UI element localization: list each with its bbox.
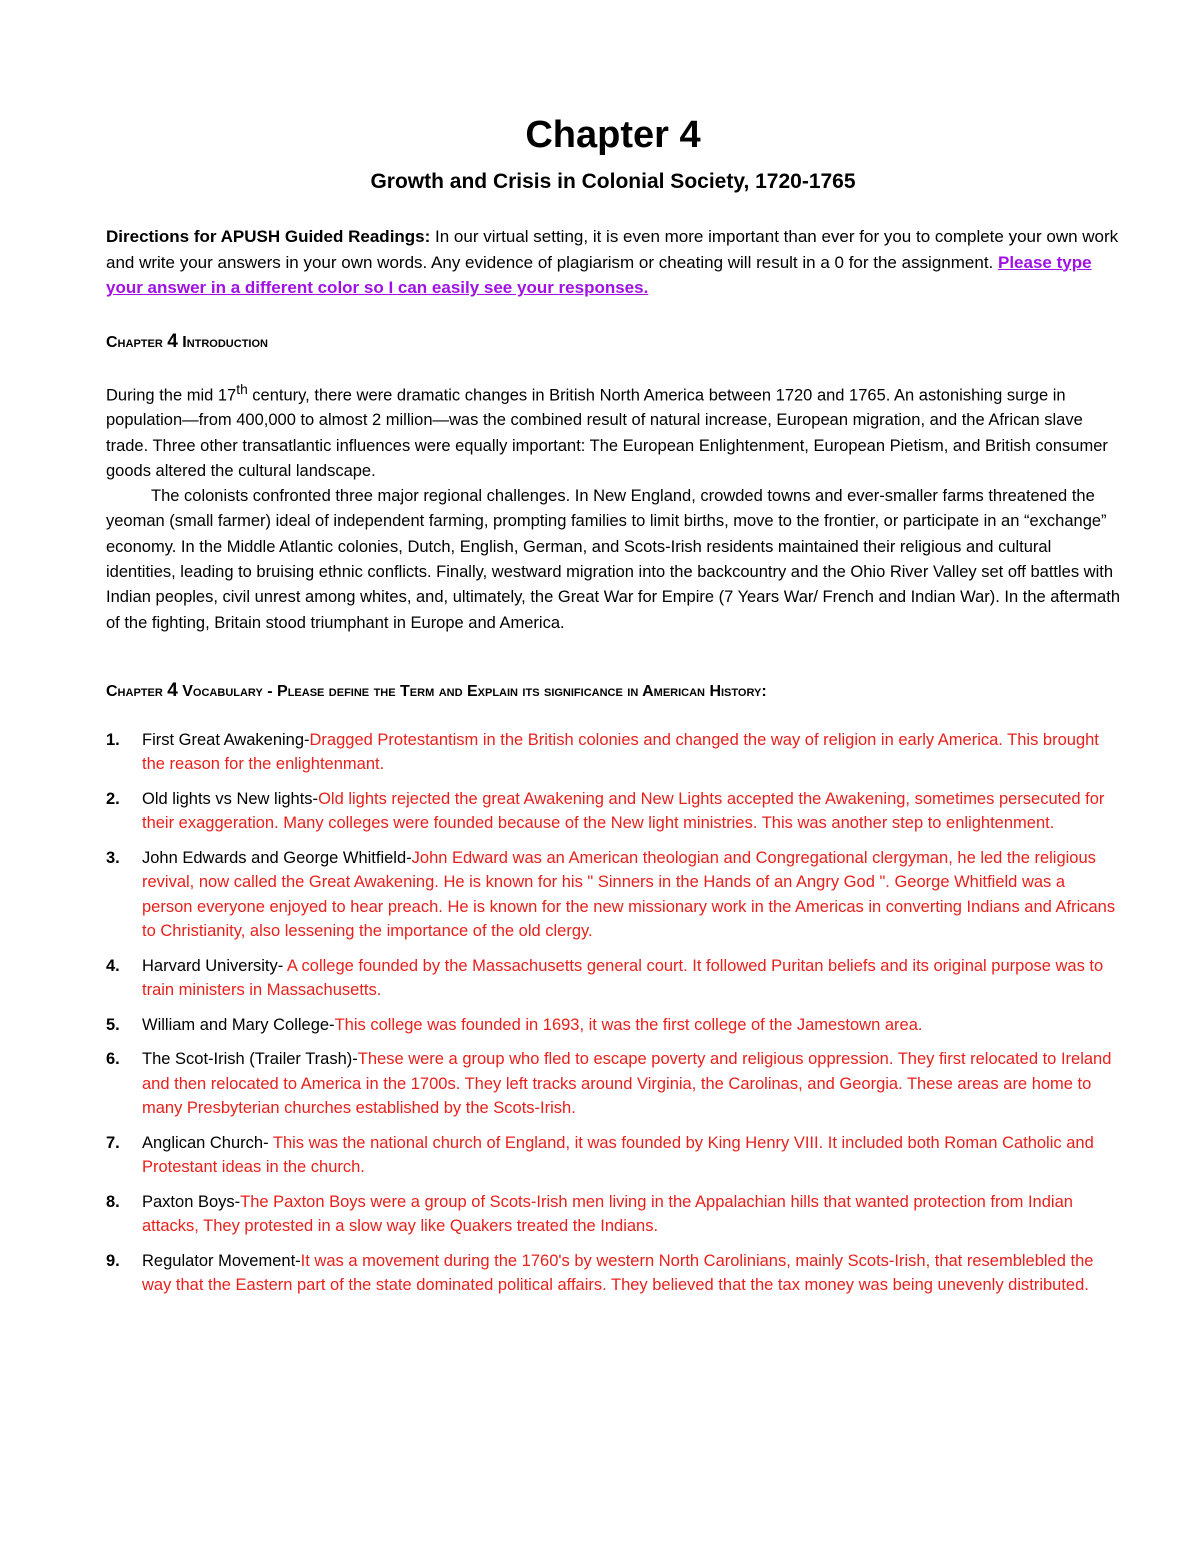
item-definition: It was a movement during the 1760's by western North Carolinians, mainly Scots-Irish, that resemblebled the way that the Eastern part of the state dominated political affairs. They believed that the tax money was being unevenly distributed.	[142, 1251, 1094, 1295]
list-item	[106, 1131, 1120, 1180]
item-number: 3.	[106, 848, 120, 867]
intro-p1-rest: century, there were dramatic changes in British North America between 1720 and 1765. An astonishing surge in population—from 400,000 to almost 2 million—was the combined result of natural increase, European migration, and the African slave trade. Three other transatlantic influences were equally important: The European Enlightenment, European Pietism, and British consumer goods altered the cultural landscape.	[106, 386, 1108, 480]
list-item	[106, 787, 1120, 836]
item-number: 8.	[106, 1192, 120, 1211]
intro-heading-pre: Chapter	[106, 333, 168, 351]
item-number: 7.	[106, 1133, 120, 1152]
vocab-heading-post: Vocabulary - Please define the Term and Explain its significance in American History:	[177, 682, 767, 700]
intro-paragraph-1	[106, 377, 1120, 485]
intro-paragraph-2: The colonists confronted three major regional challenges. In New England, crowded towns and ever-smaller farms threatened the yeoman (small farmer) ideal of independent farming, prompting families to limit births, move to the frontier, or participate in an “exchange” economy. In the Middle Atlantic colonies, Dutch, English, German, and Scots-Irish residents maintained their religious and cultural identities, leading to bruising ethnic conflicts. Finally, westward migration into the backcountry and the Ohio River Valley set off battles with Indian peoples, civil unrest among whites, and, ultimately, the Great War for Empire (7 Years War/ French and Indian War). In the aftermath of the fighting, Britain stood triumphant in Europe and America.	[106, 487, 1120, 632]
item-definition: Dragged Protestantism in the British colonies and changed the way of religion in early America. This brought the reason for the enlightenmant.	[142, 730, 1099, 774]
item-definition: The Paxton Boys were a group of Scots-Irish men living in the Appalachian hills that wanted protection from Indian attacks, They protested in a slow way like Quakers treated the Indians.	[142, 1192, 1073, 1236]
item-definition: A college founded by the Massachusetts general court. It followed Puritan beliefs and its original purpose was to train ministers in Massachusetts.	[142, 956, 1104, 1000]
item-term: William and Mary College-	[142, 1015, 335, 1034]
page-title: Chapter 4	[525, 114, 701, 156]
vocab-list	[106, 728, 1120, 1298]
page-subtitle: Growth and Crisis in Colonial Society, 1720-1765	[370, 170, 856, 193]
list-item	[106, 1047, 1120, 1121]
item-definition: Old lights rejected the great Awakening and New Lights accepted the Awakening, sometimes persecuted for their exaggeration. Many colleges were founded because of the New light ministries. This was another step to enlightenment.	[142, 789, 1105, 833]
item-term: Anglican Church-	[142, 1133, 273, 1152]
item-number: 2.	[106, 789, 120, 808]
list-item	[106, 1013, 1120, 1038]
item-definition: This was the national church of England, it was founded by King Henry VIII. It included both Roman Catholic and Protestant ideas in the church.	[142, 1133, 1094, 1177]
item-term: The Scot-Irish (Trailer Trash)-	[142, 1050, 358, 1069]
intro-heading-num: 4	[167, 330, 178, 352]
intro-heading-post: Introduction	[177, 333, 268, 351]
item-term: Regulator Movement-	[142, 1251, 301, 1270]
intro-p1-superscript: th	[236, 381, 248, 397]
directions-emphasis: Please type your answer in a different color so I can easily see your responses.	[106, 252, 1092, 297]
directions-label: Directions for APUSH Guided Readings:	[106, 227, 431, 246]
item-number: 6.	[106, 1050, 120, 1069]
item-term: Old lights vs New lights-	[142, 789, 319, 808]
list-item	[106, 1190, 1120, 1239]
item-number: 9.	[106, 1251, 120, 1270]
directions-paragraph	[106, 224, 1120, 301]
list-item	[106, 728, 1120, 777]
item-term: Paxton Boys-	[142, 1192, 241, 1211]
item-number: 4.	[106, 956, 120, 975]
item-number: 5.	[106, 1015, 120, 1034]
vocab-heading-pre: Chapter	[106, 682, 168, 700]
item-term: John Edwards and George Whitfield-	[142, 848, 412, 867]
directions-text: In our virtual setting, it is even more important than ever for you to complete your own work and write your answers in your own words. Any evidence of plagiarism or cheating will result in a 0 for the assignment.	[106, 227, 1119, 272]
intro-p1-start: During the mid 17	[106, 386, 237, 404]
list-item	[106, 954, 1120, 1003]
intro-body	[106, 377, 1120, 636]
item-definition: This college was founded in 1693, it was the first college of the Jamestown area.	[334, 1015, 923, 1034]
list-item	[106, 1249, 1120, 1298]
item-definition: John Edward was an American theologian and Congregational clergyman, he led the religious revival, now called the Great Awakening. He is known for his " Sinners in the Hands of an Angry God ". George Whitfield was a person everyone enjoyed to hear preach. He is known for the new missionary work in the Americas in converting Indians and Africans to Christianity, also lessening the importance of the old clergy.	[142, 848, 1116, 941]
item-term: Harvard University-	[142, 956, 287, 975]
vocab-heading	[106, 680, 1120, 702]
item-term: First Great Awakening-	[142, 730, 310, 749]
intro-heading	[106, 331, 1120, 353]
item-number: 1.	[106, 730, 120, 749]
item-definition: These were a group who fled to escape poverty and religious oppression. They first relocated to Ireland and then relocated to America in the 1700s. They left tracks around Virginia, the Carolinas, and Georgia. These areas are home to many Presbyterian churches established by the Scots-Irish.	[142, 1050, 1112, 1118]
list-item	[106, 846, 1120, 944]
vocab-heading-num: 4	[167, 679, 178, 701]
